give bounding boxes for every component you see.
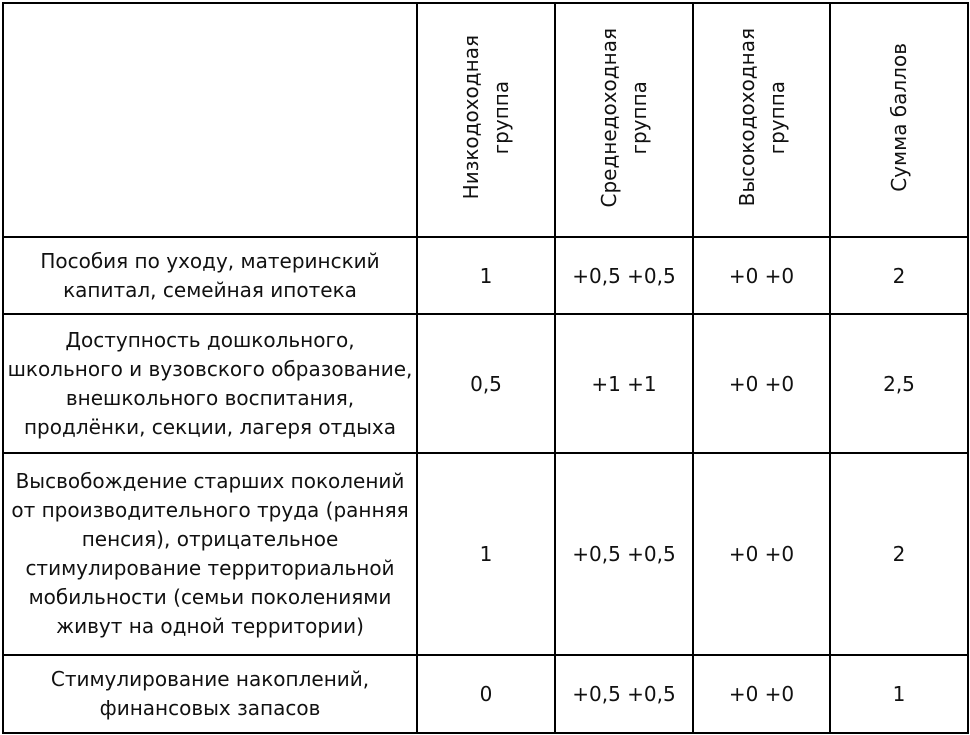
header-high-income — [693, 3, 830, 237]
header-low-income — [417, 3, 555, 237]
header-low-income-label — [456, 35, 516, 199]
row-label-line: Пособия по уходу, материнский — [40, 248, 380, 273]
header-mid-income-line-1: Среднедоходная — [597, 27, 621, 208]
row-label-line: Стимулирование накоплений, — [50, 667, 370, 691]
header-mid-income-line-2: группа — [627, 80, 651, 155]
cell-mid-income: +0,5 +0,5 — [555, 237, 693, 314]
cell-low-income: 1 — [417, 237, 555, 314]
table-row — [3, 655, 968, 733]
row-label-line: капитал, семейная ипотека — [63, 277, 357, 302]
header-low-income-line-1: Низкодоходная — [459, 35, 483, 200]
header-sum — [830, 3, 968, 237]
row-label-line: стимулирование территориальной — [25, 556, 395, 580]
header-mid-income — [555, 3, 693, 237]
cell-sum: 2 — [830, 237, 968, 314]
header-row — [3, 3, 968, 237]
row-label-line: пенсия), отрицательное — [81, 527, 339, 551]
header-low-income-line-2: группа — [489, 80, 513, 155]
header-empty-cell — [3, 3, 417, 237]
table-row — [3, 453, 968, 655]
row-label — [3, 237, 417, 314]
header-sum-line-1: Сумма баллов — [887, 43, 911, 192]
header-high-income-line-2: группа — [764, 80, 789, 155]
cell-low-income: 0,5 — [417, 314, 555, 453]
cell-high-income: +0 +0 — [693, 655, 830, 733]
cell-mid-income: +0,5 +0,5 — [555, 655, 693, 733]
cell-sum: 1 — [830, 655, 968, 733]
row-label-line: Доступность дошкольного, — [65, 327, 355, 352]
cell-high-income: +0 +0 — [693, 237, 830, 314]
table-row — [3, 314, 968, 453]
cell-mid-income: +0,5 +0,5 — [555, 453, 693, 655]
row-label-line: внешкольного воспитания, — [65, 385, 355, 410]
row-label — [3, 453, 417, 655]
cell-high-income: +0 +0 — [693, 453, 830, 655]
header-high-income-line-1: Высокодоходная — [734, 28, 759, 207]
header-sum-label — [884, 43, 914, 192]
cell-sum: 2 — [830, 453, 968, 655]
row-label — [3, 314, 417, 453]
cell-low-income: 1 — [417, 453, 555, 655]
comparison-table — [2, 2, 969, 734]
row-label-line: живут на одной территории) — [56, 614, 364, 638]
table-row — [3, 237, 968, 314]
row-label — [3, 655, 417, 733]
cell-low-income: 0 — [417, 655, 555, 733]
row-label-line: от производительного труда (ранняя — [11, 498, 409, 522]
row-label-line: мобильности (семьи поколениями — [28, 585, 392, 609]
cell-sum: 2,5 — [830, 314, 968, 453]
header-mid-income-label — [594, 28, 654, 208]
row-label-line: Высвобождение старших поколений — [15, 469, 405, 493]
header-high-income-label — [732, 28, 792, 206]
row-label-line: финансовых запасов — [99, 696, 321, 720]
row-label-line: продлёнки, секции, лагеря отдыха — [23, 414, 397, 439]
cell-mid-income: +1 +1 — [555, 314, 693, 453]
row-label-line: школьного и вузовского образование, — [7, 356, 413, 381]
cell-high-income: +0 +0 — [693, 314, 830, 453]
